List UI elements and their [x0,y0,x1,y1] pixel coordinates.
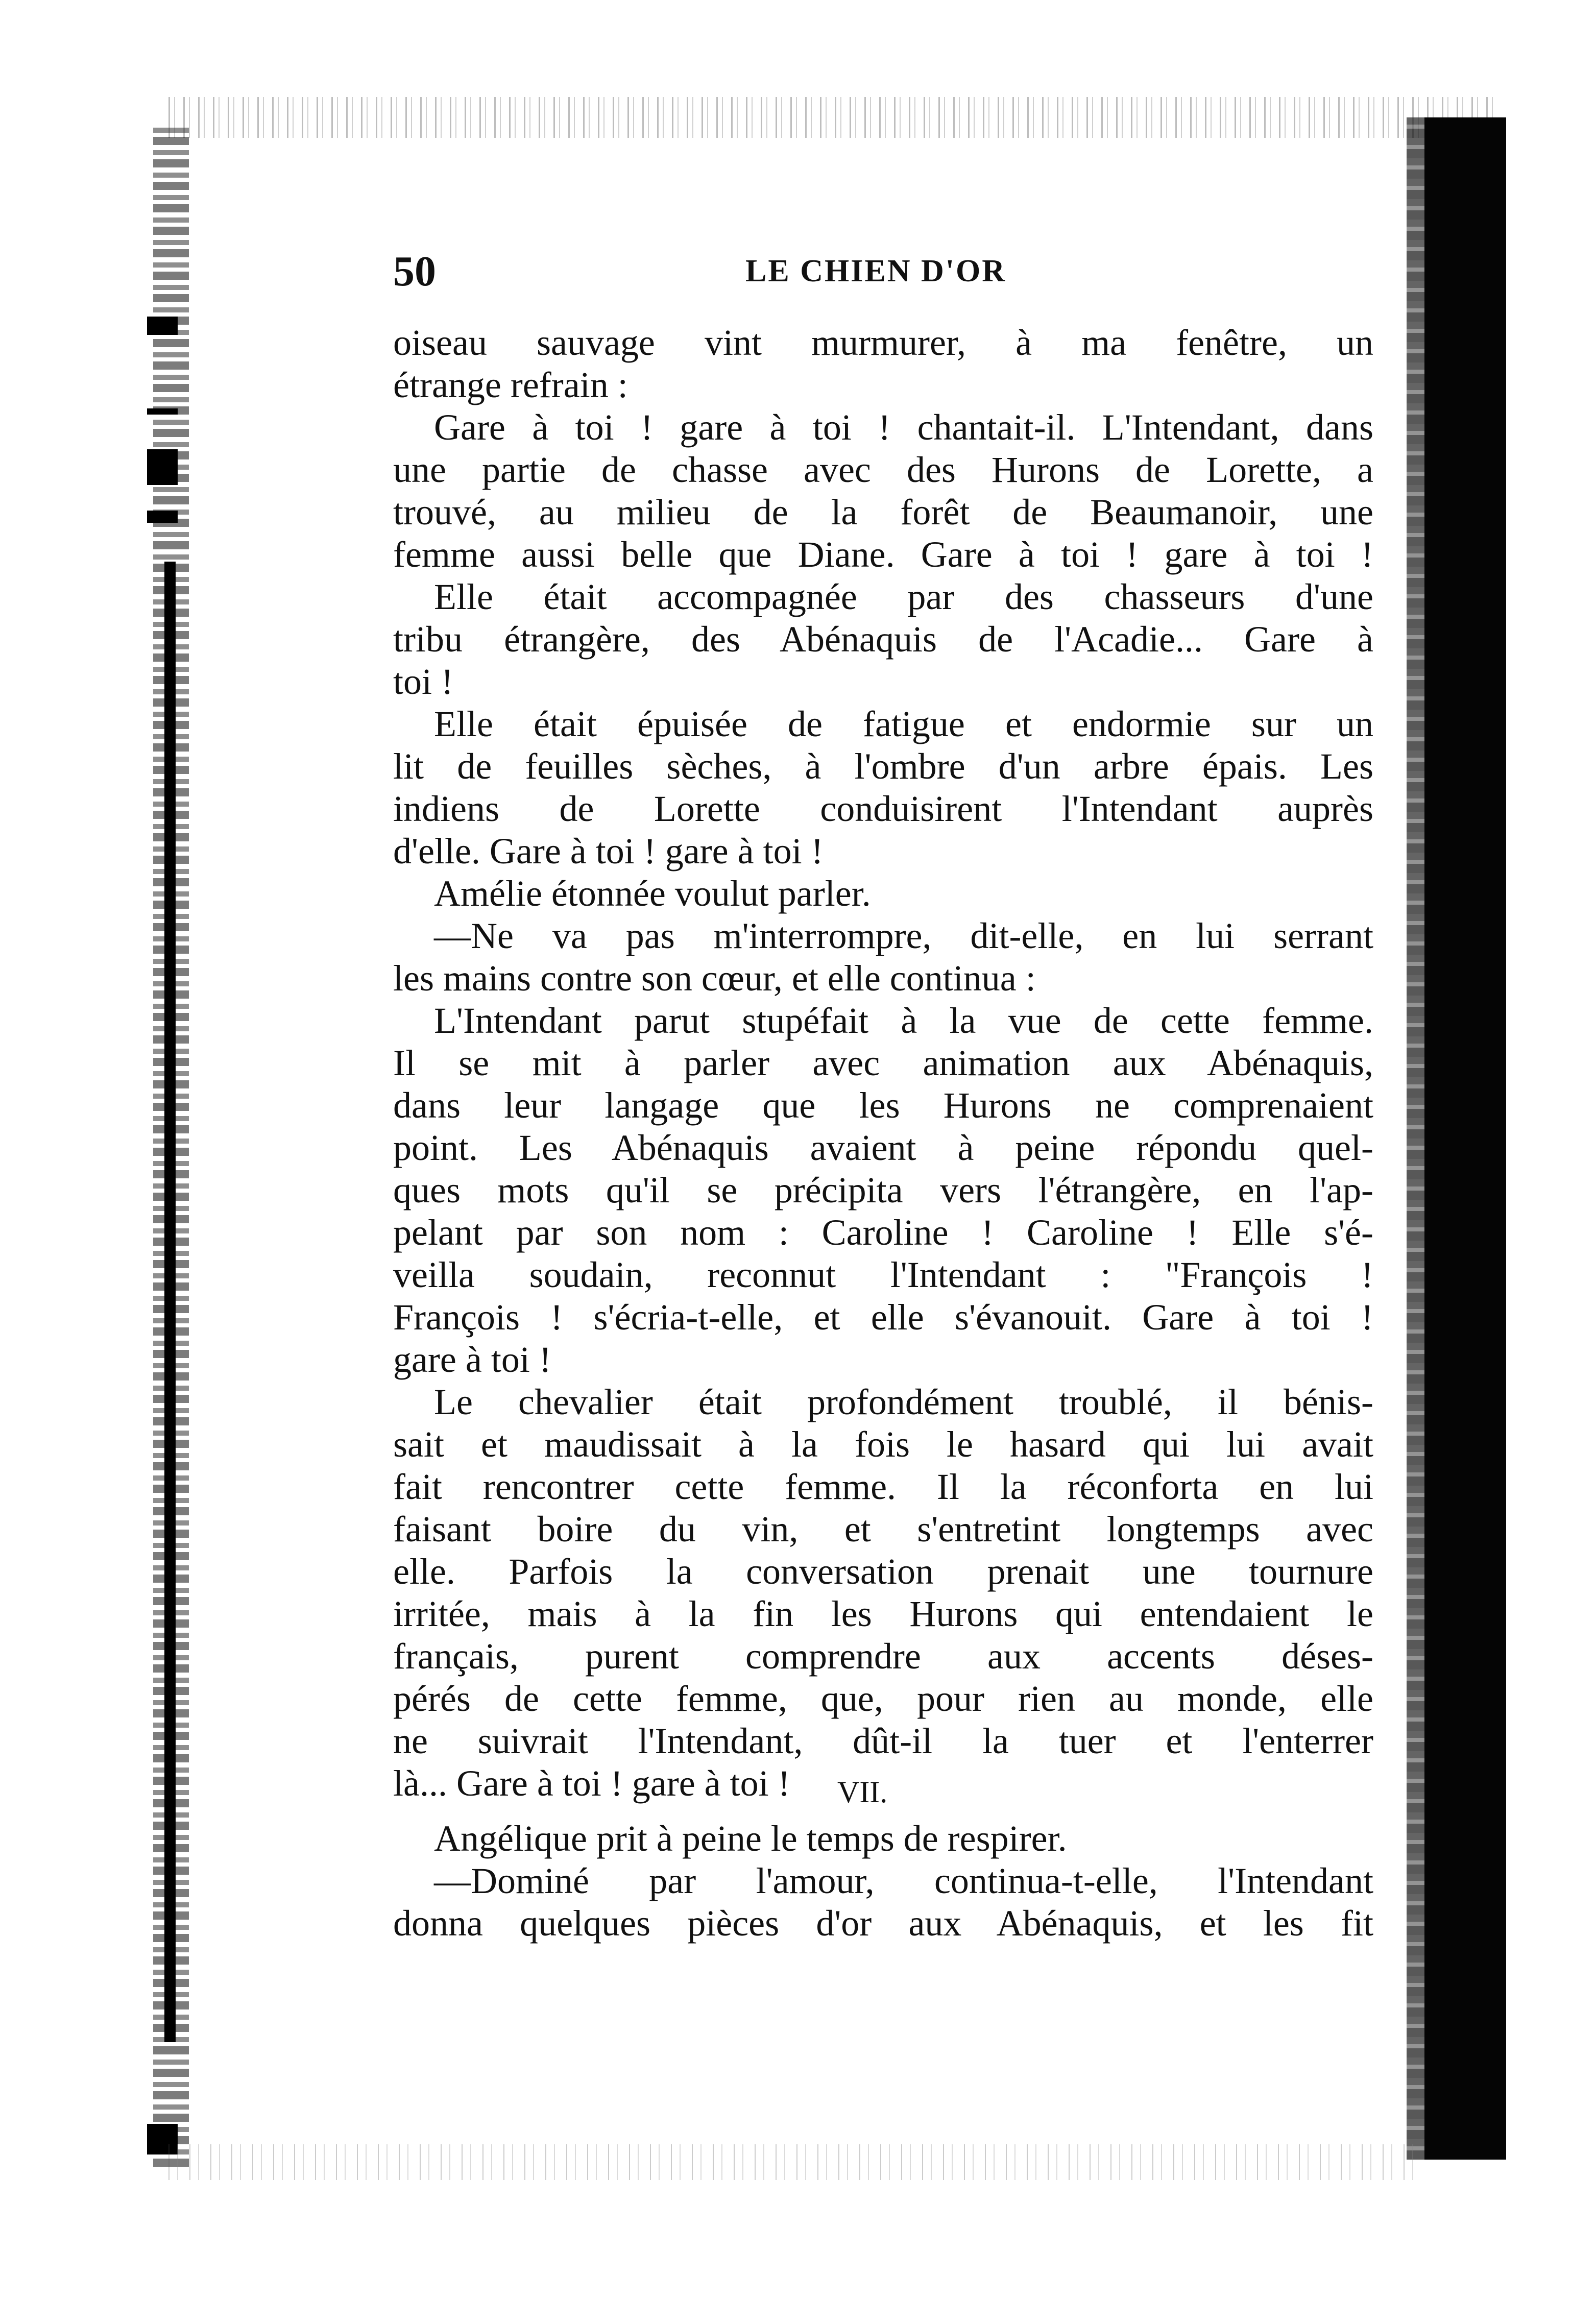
text-line: pelant par son nom : Caroline ! Caroline ! Elle s'é- [393,1212,1373,1253]
text-line: Amélie étonnée voulut parler. [434,873,871,914]
text-line: d'elle. Gare à toi ! gare à toi ! [393,831,824,871]
text-line: Gare à toi ! gare à toi ! chantait-il. L'Intendant, dans [434,407,1373,448]
scan-left-marks [147,296,178,2134]
text-line: François ! s'écria-t-elle, et elle s'évanouit. Gare à toi ! [393,1297,1373,1338]
text-line: ne suivrait l'Intendant, dût-il la tuer et l'enterrer [393,1721,1373,1761]
scan-top-edge [168,97,1501,138]
text-line: L'Intendant parut stupéfait à la vue de cette femme. [434,1000,1373,1041]
text-line: pérés de cette femme, que, pour rien au monde, elle [393,1678,1373,1719]
text-line: là... Gare à toi ! gare à toi ! [393,1763,790,1804]
running-title: LE CHIEN D'OR [745,254,1006,288]
text-line: indiens de Lorette conduisirent l'Intendant auprès [393,788,1373,829]
text-line: sait et maudissait à la fois le hasard qui lui avait [393,1424,1373,1465]
text-line: Elle était accompagnée par des chasseurs d'une [434,576,1373,617]
text-line: ques mots qu'il se précipita vers l'étrangère, en l'ap- [393,1170,1373,1210]
page-number: 50 [393,248,436,295]
text-line: point. Les Abénaquis avaient à peine répondu quel- [393,1127,1373,1168]
text-line: Angélique prit à peine le temps de respirer. [434,1818,1067,1859]
text-line: lit de feuilles sèches, à l'ombre d'un arbre épais. Les [393,746,1373,787]
body-text-continued [393,1818,1373,1945]
text-line: français, purent comprendre aux accents déses- [393,1636,1373,1677]
text-line: femme aussi belle que Diane. Gare à toi ! gare à toi ! [393,534,1373,575]
text-line: oiseau sauvage vint murmurer, à ma fenêtre, un [393,322,1373,363]
text-line: Elle était épuisée de fatigue et endormie sur un [434,704,1373,744]
text-line: —Ne va pas m'interrompre, dit-elle, en lui serrant [434,915,1373,956]
text-line: les mains contre son cœur, et elle continua : [393,958,1036,999]
text-line: —Dominé par l'amour, continua-t-elle, l'Intendant [434,1860,1373,1901]
scan-right-black-bar [1424,117,1506,2160]
text-line: donna quelques pièces d'or aux Abénaquis, et les fit [393,1903,1373,1944]
text-line: Le chevalier était profondément troublé, il bénis- [434,1382,1373,1422]
scan-bottom-edge [168,2144,1424,2180]
text-line: étrange refrain : [393,365,628,405]
text-line: gare à toi ! [393,1339,551,1380]
text-line: une partie de chasse avec des Hurons de Lorette, a [393,449,1373,490]
scan-right-edge [1407,117,1425,2160]
text-line: tribu étrangère, des Abénaquis de l'Acadie... Gare à [393,619,1373,660]
body-text [393,322,1373,1809]
text-line: toi ! [393,661,453,702]
text-line: fait rencontrer cette femme. Il la réconforta en lui [393,1466,1373,1507]
text-line: irritée, mais à la fin les Hurons qui entendaient le [393,1593,1373,1634]
text-line: elle. Parfois la conversation prenait une tournure [393,1551,1373,1592]
text-line: veilla soudain, reconnut l'Intendant : "François ! [393,1254,1373,1295]
text-line: faisant boire du vin, et s'entretint longtemps avec [393,1509,1373,1550]
text-line: dans leur langage que les Hurons ne comprenaient [393,1085,1373,1126]
text-line: trouvé, au milieu de la forêt de Beaumanoir, une [393,492,1373,532]
section-heading: VII. [837,1775,888,1809]
text-line: Il se mit à parler avec animation aux Abénaquis, [393,1043,1373,1083]
